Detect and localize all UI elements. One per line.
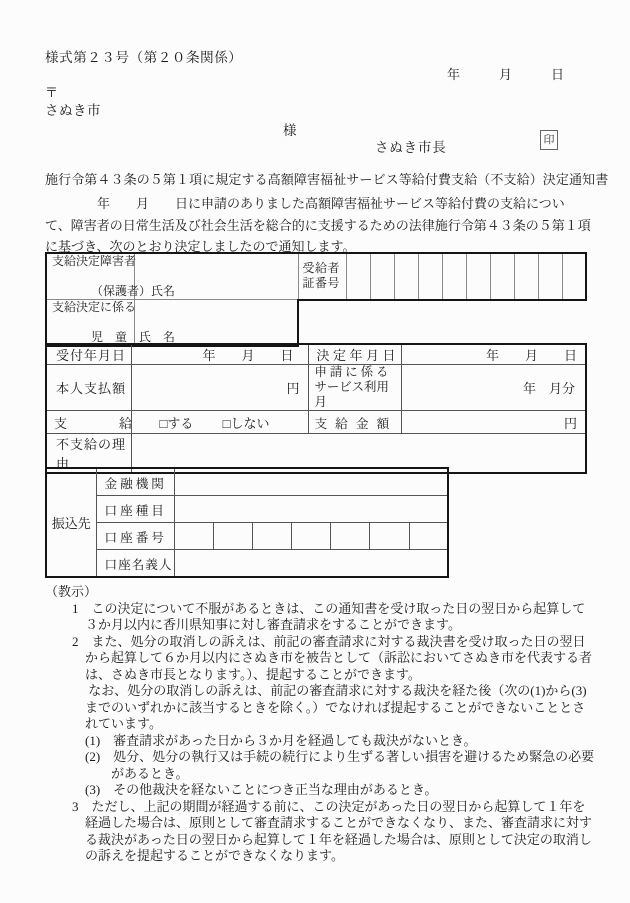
cert-digit-cell [490,253,514,300]
instruction-line: 3 ただし、上記の期間が経過する前に、この決定があった日の翌日から起算して１年を [72,798,586,814]
account-digit-cell [291,523,330,550]
service-month-label: 申請に係る サービス利用月 [308,365,401,411]
cert-digit-cell [538,253,562,300]
cert-digit-cell [514,253,538,300]
account-digit-cell [174,523,213,550]
instructions-heading: （教示） [45,584,98,599]
account-digit-cell [409,523,448,550]
grant-checkbox-no: □しない [222,415,270,431]
self-pay-label: 本人支払額 [46,365,131,411]
denial-reason-label: 不支給の理由 [46,434,131,474]
postal-mark: 〒 [45,85,59,100]
account-number-label: 口座番号 [96,523,174,550]
financial-institution-field [174,468,448,496]
grant-amount-label: 支給金額 [308,411,401,434]
account-holder-field [174,550,448,578]
instruction-line: があるとき。 [72,765,189,781]
issue-date-line: 年 月 日 [446,67,564,82]
receipt-date-field: 年 月 日 [131,344,308,365]
mayor-name: さぬき市長 [375,140,447,155]
instruction-line: までのいずれかに該当するときを除く。）でなければ提起することができないこととさ [72,699,586,715]
instruction-line: (2) 処分、処分の執行又は手続の続行により生ずる著しい損害を避けるため緊急の必要 [72,749,595,764]
cert-digit-cell [442,253,466,300]
self-pay-field: 円 [131,365,308,411]
cert-digit-cell [466,253,490,300]
instruction-line: 経過した場合は、原則として審査請求することができなくなり、また、審査請求に対す [72,815,593,830]
child-name-label: 支給決定に係る 児 童 氏 名 [46,300,134,347]
grant-amount-field: 円 [401,411,586,434]
instructions-section [45,584,594,865]
account-type-label: 口座種目 [96,496,174,523]
instruction-line: から起算して６か月以内にさぬき市を被告として（訴訟においてさぬき市を代表する者 [72,650,593,665]
document-title: 施行令第４３条の５第１項に規定する高額障害福祉サービス等給付費支給（不支給）決定通知書 [45,172,609,187]
cert-digit-cell [346,253,370,300]
addressee-suffix: 様 [283,123,297,138]
instruction-line: ３か月以内に香川県知事に対し審査請求をすることができます。 [72,617,461,632]
decision-date-field: 年 月 日 [401,344,586,365]
account-digit-cell [252,523,291,550]
decision-table [45,343,587,474]
bank-transfer-table [45,467,449,578]
grant-options [131,411,308,434]
intro-line: て、障害者の日常生活及び社会生活を総合的に支援するための法律施行令第４３条の５第１項 [45,217,591,233]
account-digit-cell [330,523,369,550]
account-digit-cell [213,523,252,550]
account-digit-cell [369,523,409,550]
bank-transfer-header: 振込先 [46,468,96,577]
instruction-line: (1) 審査請求があった日から３か月を経過しても裁決がないとき。 [72,732,477,748]
service-month-field: 年 月分 [401,365,586,411]
form-number: 様式第２３号（第２０条関係） [45,50,243,65]
instruction-line: る裁決があった日の翌日から起算して１年を経過した場合は、原則として決定の取消し [72,831,592,847]
city-name: さぬき市 [45,103,101,118]
financial-institution-label: 金融機関 [96,468,174,496]
account-type-field [174,496,448,523]
decision-date-label: 決定年月日 [308,344,401,365]
intro-line: 年 月 日に申請のありました高額障害福祉サービス等給付費の支給につい [45,196,565,211]
cert-digit-cell [418,253,442,300]
receipt-date-label: 受付年月日 [46,344,131,365]
cert-digit-cell [370,253,394,300]
grantee-name-label: 支給決定障害者 （保護者）氏名 [46,253,134,300]
instruction-line: 2 また、処分の取消しの訴えは、前記の審査請求に対する裁決書を受け取った日の翌日 [72,633,586,649]
intro-line: に基づき、次のとおり決定しましたので通知します。 [45,239,356,254]
instruction-line: れています。 [72,716,162,731]
recipient-table [45,252,587,347]
cert-digit-cell [562,253,586,300]
instruction-line: なお、処分の取消しの訴えは、前記の審査請求に対する裁決を経た後（次の(1)から(3) [72,683,587,698]
instruction-line: の訴えを提起することができなくなります。 [72,848,344,863]
instruction-line: は、さぬき市長となります。）、提起することができます。 [72,666,421,682]
seal-stamp: 印 [540,130,558,150]
cert-digit-cell [394,253,418,300]
grant-label: 支 給 [46,411,131,434]
account-holder-label: 口座名義人 [96,550,174,578]
grant-checkbox-yes: □する [159,415,194,431]
spacer [298,300,586,347]
instructions-body [72,601,594,865]
instruction-line: (3) その他裁決を経ないことにつき正当な理由があるとき。 [72,782,438,797]
intro-paragraph [45,193,591,258]
instruction-line: 1 この決定について不服があるときは、この通知書を受け取った日の翌日から起算して [72,600,586,616]
recipient-cert-label: 受給者 証番号 [298,253,346,300]
